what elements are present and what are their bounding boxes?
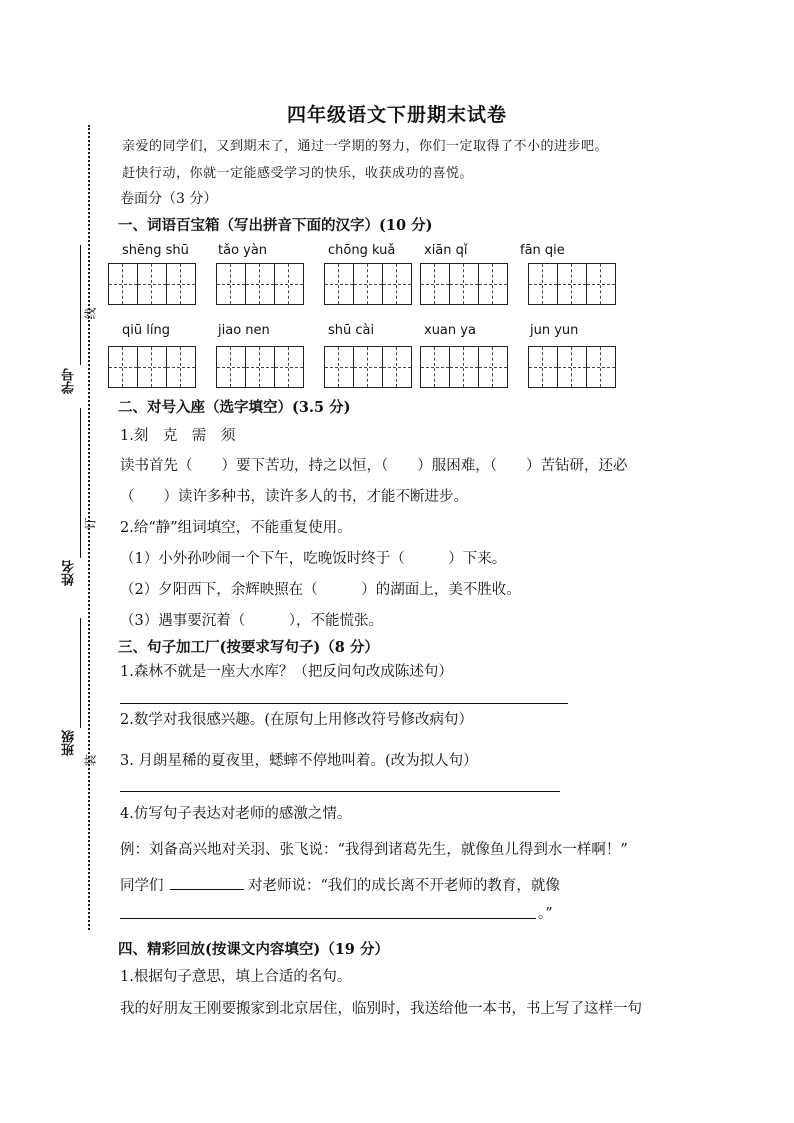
answer-line[interactable] [120,918,536,919]
class-label: 班级 [62,730,77,756]
question-2-prompt: 2.数学对我很感兴趣。(在原句上用修改符号修改病句） [120,712,473,728]
answer-line[interactable] [120,703,568,704]
section-1-heading: 一、词语百宝箱（写出拼音下面的汉字）(10 分) [118,217,433,234]
fill-prefix: 同学们 [120,878,164,894]
question-1-prompt: 1.森林不就是一座大水库？（把反问句改成陈述句） [120,664,453,680]
name-label: 姓名 [62,560,77,586]
pinyin-label: xiān qǐ [424,243,468,258]
fill-blank-sentence[interactable]: （2）夕阳西下，余辉映照在（ ）的湖面上，美不胜收。 [120,582,521,598]
fill-blank-sentence[interactable]: （ ）读许多种书，读许多人的书，才能不断进步。 [120,489,468,505]
answer-grid[interactable] [324,346,412,388]
question-4-prompt: 4.仿写句子表达对老师的感激之情。 [120,806,352,822]
class-fill-line [80,618,81,728]
pinyin-label: jun yun [530,323,579,338]
page-title: 四年级语文下册期末试卷 [286,104,507,126]
section-4-heading: 四、精彩回放(按课文内容填空)（19 分） [118,941,389,958]
answer-grid[interactable] [324,263,412,305]
answer-grid[interactable] [216,263,304,305]
intro-line-1: 亲爱的同学们，又到期末了，通过一学期的努力，你们一定取得了不小的进步吧。 [122,139,609,154]
fill-end: 。” [538,906,553,922]
question-1-prompt: 1.根据句子意思，填上合适的名句。 [120,969,352,985]
word-choices: 1.刻 克 需 须 [120,428,236,444]
pinyin-label: xuan ya [424,323,476,338]
answer-line[interactable] [170,889,244,890]
answer-grid[interactable] [108,346,196,388]
pinyin-label: shēng shū [122,243,189,258]
answer-grid[interactable] [420,263,508,305]
intro-line-2: 赶快行动，你就一定能感受学习的快乐，收获成功的喜悦。 [122,166,474,181]
margin-char-zhuang: 装 [83,754,98,767]
passage-text: 我的好朋友王刚要搬家到北京居住，临别时，我送给他一本书，书上写了这样一句 [120,1001,642,1017]
pinyin-label: shū cài [328,323,375,338]
pinyin-label: qiū líng [122,323,170,338]
presentation-score: 卷面分（3 分） [120,191,218,207]
fill-blank-sentence[interactable]: （1）小外孙吵闹一个下午，吃晚饭时终于（ ）下来。 [120,551,507,567]
section-2-heading: 二、对号入座（选字填空）(3.5 分) [118,399,351,416]
pinyin-label: fān qie [520,243,565,258]
margin-char-ding: 订 [83,517,98,530]
question-2-prompt: 2.给“静”组词填空，不能重复使用。 [120,520,352,536]
student-id-fill-line [80,245,81,365]
answer-grid[interactable] [108,263,196,305]
example-sentence: 例：刘备高兴地对关羽、张飞说：“我得到诸葛先生，就像鱼儿得到水一样啊！” [120,842,628,858]
section-3-heading: 三、句子加工厂(按要求写句子)（8 分） [118,639,379,656]
answer-grid[interactable] [528,263,616,305]
pinyin-label: tǎo yàn [218,243,268,258]
answer-grid[interactable] [216,346,304,388]
pinyin-label: jiao nen [218,323,270,338]
name-fill-line [80,408,81,558]
fill-blank-sentence[interactable]: （3）遇事要沉着（ ），不能慌张。 [120,613,383,629]
student-id-label: 学号 [62,368,77,394]
answer-line[interactable] [120,791,560,792]
question-3-prompt: 3. 月朗星稀的夏夜里，蟋蟀不停地叫着。(改为拟人句） [120,753,478,769]
answer-grid[interactable] [420,346,508,388]
answer-grid[interactable] [528,346,616,388]
pinyin-label: chōng kuǎ [328,243,396,258]
margin-char-xian: 线 [83,307,98,320]
fill-blank-sentence[interactable]: 读书首先（ ）要下苦功，持之以恒，（ ）服困难，（ ）苦钻研，还必 [120,458,628,474]
fill-sentence: 对老师说：“我们的成长离不开老师的教育，就像 [248,878,560,894]
